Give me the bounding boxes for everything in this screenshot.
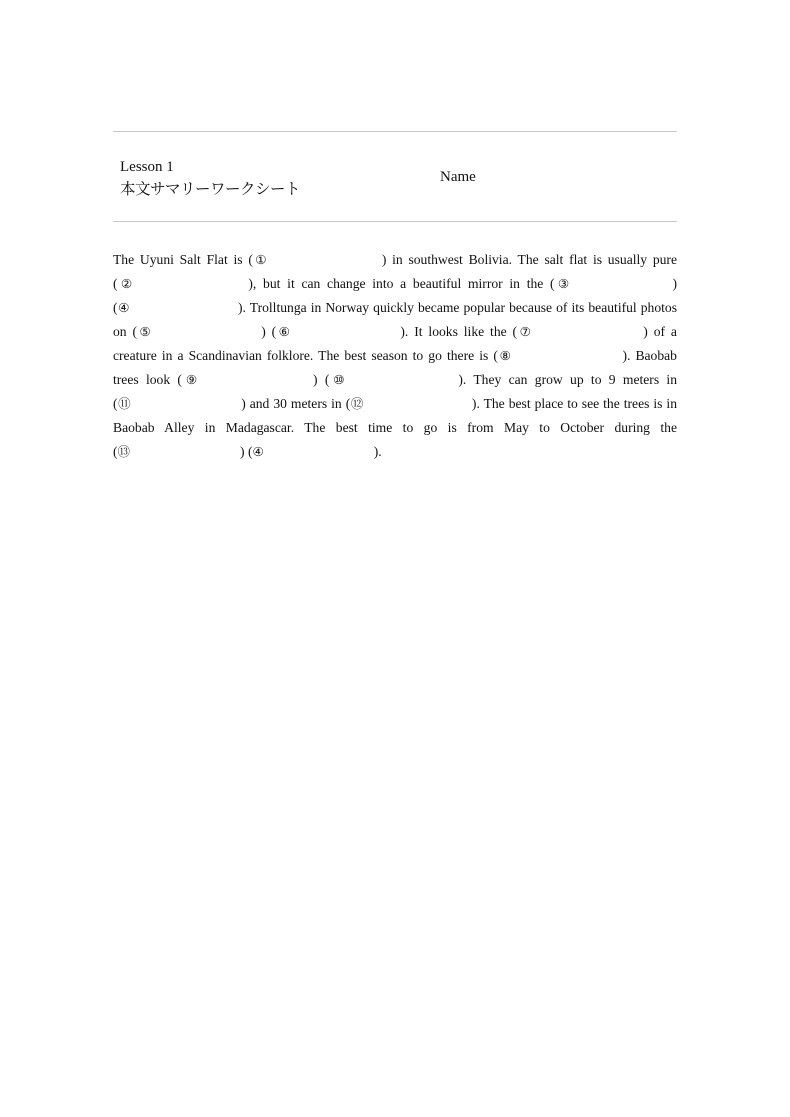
blank-number: ⑨ <box>181 372 201 387</box>
header-divider <box>113 221 677 222</box>
blank-number: ⑫ <box>350 396 364 411</box>
blank-9[interactable] <box>182 372 313 387</box>
blank-13[interactable] <box>118 444 241 459</box>
blank-7[interactable] <box>517 324 643 339</box>
blank-8[interactable] <box>498 348 623 363</box>
passage-text: ). <box>373 444 382 459</box>
blank-6[interactable] <box>276 324 400 339</box>
blank-number: ⑪ <box>117 396 132 411</box>
blank-11[interactable] <box>118 396 242 411</box>
passage-text: ) and 30 meters in ( <box>241 396 351 411</box>
blank-number: ③ <box>554 276 573 291</box>
blank-number: ⑥ <box>276 324 293 339</box>
passage-text: The Uyuni Salt Flat is ( <box>113 252 253 267</box>
passage-text: ), but it can change into a beautiful mirror in the ( <box>248 276 555 291</box>
passage-text: ). Trolltunga in Norway quickly became popular because of its beautiful photos on ( <box>113 300 677 339</box>
lesson-title: Lesson 1 <box>120 159 174 175</box>
blank-5[interactable] <box>137 324 261 339</box>
blank-1[interactable] <box>253 252 382 267</box>
worksheet-page <box>113 131 677 464</box>
name-label: Name <box>440 169 476 185</box>
passage-text: ). It looks like the ( <box>400 324 518 339</box>
blank-12[interactable] <box>350 396 472 411</box>
worksheet-subtitle: 本文サマリーワークシート <box>120 180 301 198</box>
blank-number: ④ <box>252 444 264 459</box>
blank-3[interactable] <box>555 276 673 291</box>
blank-number: ⑧ <box>497 348 513 363</box>
passage-text: ) in southwest Bolivia. The salt flat is usually pure ( <box>113 252 677 291</box>
passage-text: ). They can grow up to 9 meters in ( <box>113 372 678 411</box>
summary-passage <box>113 248 677 464</box>
passage-text: ) ( <box>113 276 677 315</box>
passage-text: ) ( <box>313 372 330 387</box>
blank-number: ⑤ <box>137 324 154 339</box>
blank-number: ④ <box>117 300 131 315</box>
worksheet-header <box>113 132 677 221</box>
passage-text: ) of a creature in a Scandinavian folklore. The best season to go there is ( <box>113 324 677 363</box>
blank-2[interactable] <box>118 276 249 291</box>
passage-text: ). The best place to see the trees is in Baobab Alley in Madagascar. The best time to go is from May to October during the ( <box>113 396 678 459</box>
blank-number: ① <box>252 252 269 267</box>
passage-text: ) ( <box>261 324 277 339</box>
blank-number: ⑬ <box>117 444 131 459</box>
blank-10[interactable] <box>329 372 458 387</box>
blank-4[interactable] <box>118 300 239 315</box>
passage-text: ). Baobab trees look ( <box>113 348 677 387</box>
blank-number: ⑩ <box>329 372 349 387</box>
blank-number: ⑦ <box>517 324 534 339</box>
blank-number: ② <box>117 276 136 291</box>
blank-14[interactable] <box>253 444 374 459</box>
passage-text: ) ( <box>240 444 253 459</box>
